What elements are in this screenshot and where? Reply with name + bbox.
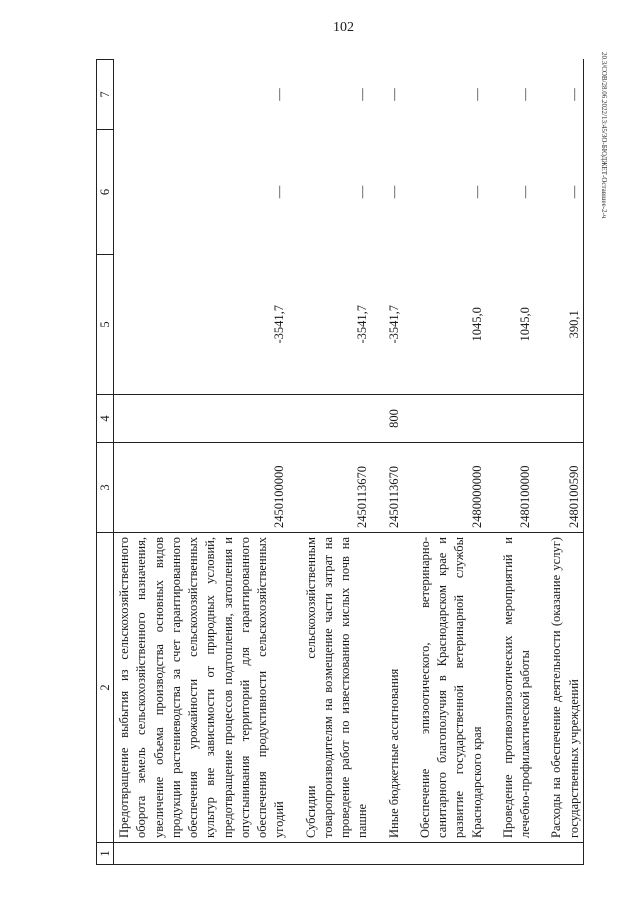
header-col-7: 7 [97, 60, 114, 130]
type-cell [486, 395, 535, 443]
description-cell: Иные бюджетные ассигнования [372, 533, 403, 843]
header-col-1: 1 [97, 843, 114, 865]
header-col-5: 5 [97, 255, 114, 395]
amount-cell: 390,1 [534, 255, 583, 395]
header-col-6: 6 [97, 130, 114, 255]
row-number-cell [114, 843, 289, 865]
code-cell: 2450100000 [114, 443, 289, 533]
row-number-cell [372, 843, 403, 865]
header-col-3: 3 [97, 443, 114, 533]
footer-stamp: 20.3/СОВ/28.06.2022/13:45/ЗО-БЮДЖЕТ-Оставшее-2-ч [600, 52, 608, 219]
col7-cell: — [518, 88, 532, 101]
table-row [289, 60, 372, 865]
row-number-cell [534, 843, 583, 865]
header-col-4: 4 [97, 395, 114, 443]
code-cell: 2450113670 [289, 443, 372, 533]
budget-table [96, 59, 584, 865]
col6-cell: — [518, 185, 532, 199]
row-number-cell [289, 843, 372, 865]
col6-cell: — [386, 185, 401, 199]
col6-cell: — [469, 185, 484, 199]
type-cell [114, 395, 289, 443]
rotated-table-container [96, 60, 581, 865]
amount-cell: -3541,7 [272, 304, 287, 344]
type-cell [534, 395, 583, 443]
page-number: 102 [333, 20, 354, 35]
col7-cell: — [386, 88, 401, 101]
col7-cell: — [272, 88, 287, 101]
col7-cell: — [355, 88, 370, 101]
table-row [114, 60, 289, 865]
code-cell: 2480100000 [486, 443, 535, 533]
header-col-2: 2 [97, 533, 114, 843]
amount-cell: -3541,7 [386, 304, 401, 344]
table-row [534, 60, 583, 865]
col6-cell: — [355, 185, 370, 199]
row-number-cell [403, 843, 486, 865]
table-row [403, 60, 486, 865]
description-cell: Проведение противоэпизоотических мероприятий и лечебно-профилактической работы [486, 533, 535, 843]
type-cell [289, 395, 372, 443]
description-cell: Обеспечение эпизоотического, ветеринарно-санитарного благополучия в Краснодарском крае и развитие государственной ветеринарной службы Краснодарского края [403, 533, 486, 843]
table-row [372, 60, 403, 865]
code-cell: 2480000000 [403, 443, 486, 533]
type-cell: 800 [372, 395, 403, 443]
description-cell: Расходы на обеспечение деятельности (оказание услуг) государственных учреждений [534, 533, 583, 843]
col7-cell: — [534, 60, 583, 130]
description-cell: Предотвращение выбытия из сельскохозяйственного оборота земель сельскохозяйственного назначения, увеличение объема производства основных видов продукции растениеводства за счет гарантированного обеспечения урожайности сельскохозяйственных культур вне зависимости от природных условий, предотвращение процессов подтопления, затопления и опустынивания территорий для гарантированного обеспечения продуктивности сельскохозяйственных угодий [114, 533, 289, 843]
col6-cell: — [534, 130, 583, 255]
table-row [486, 60, 535, 865]
amount-cell: 1045,0 [518, 307, 532, 342]
col7-cell: — [469, 88, 484, 101]
code-cell: 2480100590 [534, 443, 583, 533]
amount-cell: -3541,7 [355, 304, 370, 344]
code-cell: 2450113670 [372, 443, 403, 533]
row-number-cell [486, 843, 535, 865]
header-row [97, 60, 114, 865]
col6-cell: — [272, 185, 287, 199]
description-cell: Субсидии сельскохозяйственным товаропроизводителям на возмещение части затрат на проведение работ по известкованию кислых почв на пашне [289, 533, 372, 843]
type-cell [403, 395, 486, 443]
amount-cell: 1045,0 [469, 307, 484, 342]
